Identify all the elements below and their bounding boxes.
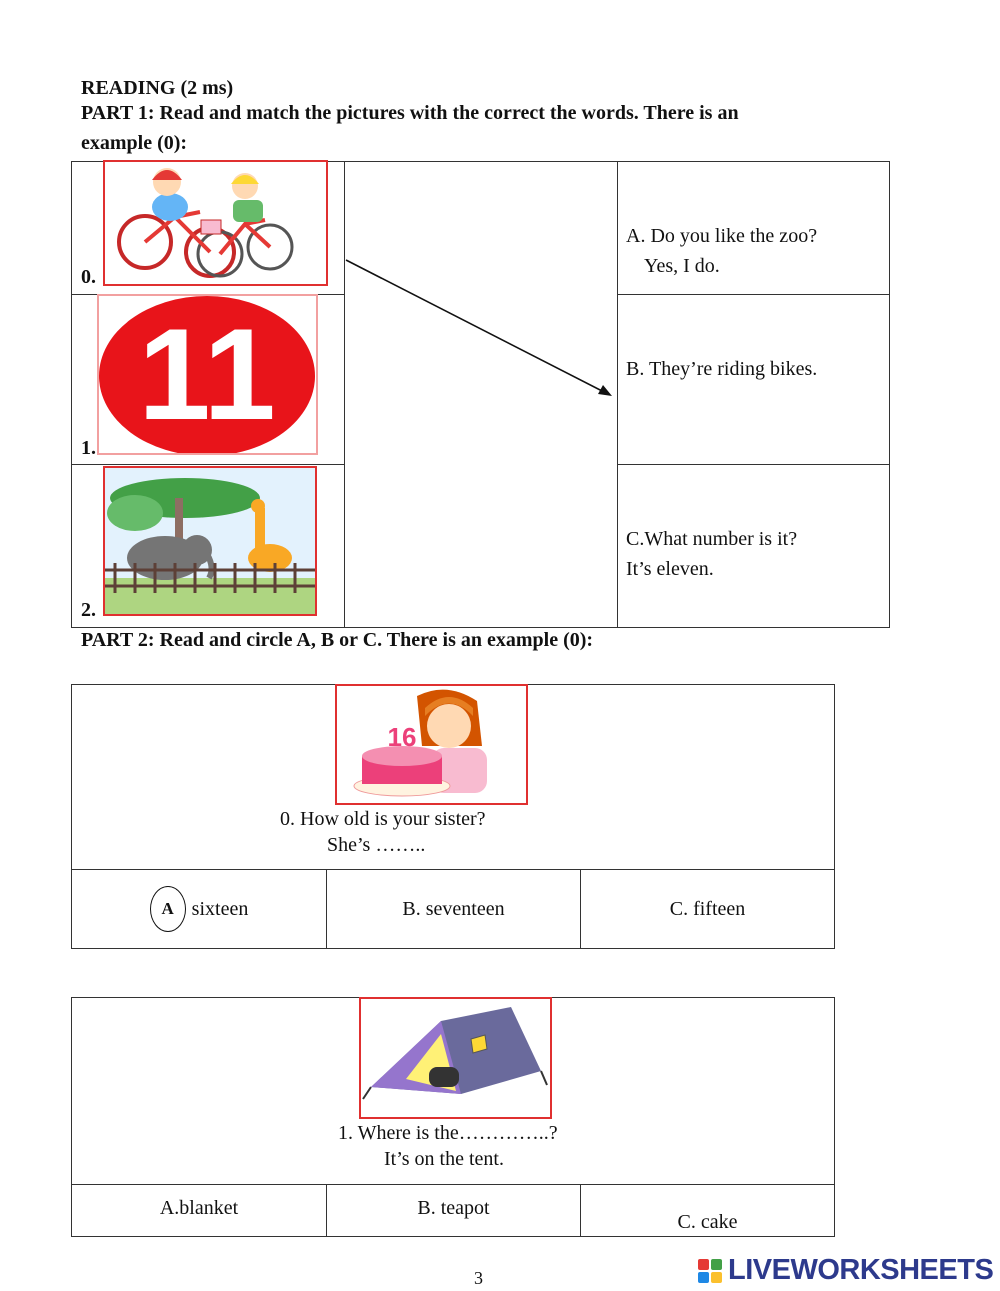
kids-riding-bikes-picture <box>103 160 328 286</box>
answer-a-line2: Yes, I do. <box>644 255 720 277</box>
tent-picture <box>359 997 552 1119</box>
question-0-option-c[interactable] <box>580 869 835 949</box>
answer-b-line1: B. They’re riding bikes. <box>626 358 818 380</box>
tent-illustration <box>361 999 550 1117</box>
question-0-option-a[interactable] <box>71 869 327 949</box>
option-c-text: C. cake <box>677 1211 738 1233</box>
question-0-option-b[interactable] <box>326 869 581 949</box>
eleven-digits: 11 <box>138 301 276 447</box>
logo-text: LIVEWORKSHEETS <box>728 1254 994 1286</box>
birthday-cake-illustration <box>337 686 526 803</box>
row-number-2: 2. <box>81 599 96 621</box>
question-1-line1: 1. Where is the…………..? <box>338 1122 558 1144</box>
part1-heading-line2: example (0): <box>81 132 188 154</box>
zoo-picture <box>103 466 317 616</box>
row-number-0: 0. <box>81 266 96 288</box>
question-0-line1: 0. How old is your sister? <box>280 808 486 830</box>
liveworksheets-logo[interactable] <box>698 1254 993 1287</box>
option-b-text: B. seventeen <box>402 897 505 920</box>
question-1-line2: It’s on the tent. <box>384 1148 504 1170</box>
option-a-circle: A <box>150 886 186 932</box>
part1-heading-line1: PART 1: Read and match the pictures with the correct the words. There is an <box>81 102 739 124</box>
bikes-illustration <box>105 162 326 284</box>
option-b-text: B. teapot <box>417 1197 490 1219</box>
example-match-arrow <box>344 250 618 400</box>
page-number: 3 <box>474 1268 483 1288</box>
number-eleven-illustration <box>99 296 316 453</box>
row-number-1: 1. <box>81 437 96 459</box>
question-1-option-a[interactable] <box>71 1184 327 1237</box>
option-a-text: A.blanket <box>159 1197 239 1219</box>
question-1-option-c[interactable] <box>580 1184 835 1237</box>
option-c-text: C. fifteen <box>669 897 746 920</box>
number-eleven-picture <box>97 294 318 455</box>
part2-heading: PART 2: Read and circle A, B or C. There is an example (0): <box>81 629 594 651</box>
cake-number: 16 <box>387 722 417 752</box>
answer-c-line2: It’s eleven. <box>626 558 714 580</box>
question-0-line2: She’s …….. <box>327 834 426 856</box>
reading-title: READING (2 ms) <box>81 77 234 99</box>
answer-a-line1: A. Do you like the zoo? <box>626 225 818 247</box>
logo-blocks-icon <box>698 1259 722 1283</box>
answer-c-line1: C.What number is it? <box>626 528 798 550</box>
question-1-option-b[interactable] <box>326 1184 581 1237</box>
zoo-illustration <box>105 468 315 614</box>
option-a-text: sixteen <box>191 897 249 920</box>
girl-birthday-cake-picture <box>335 684 528 805</box>
